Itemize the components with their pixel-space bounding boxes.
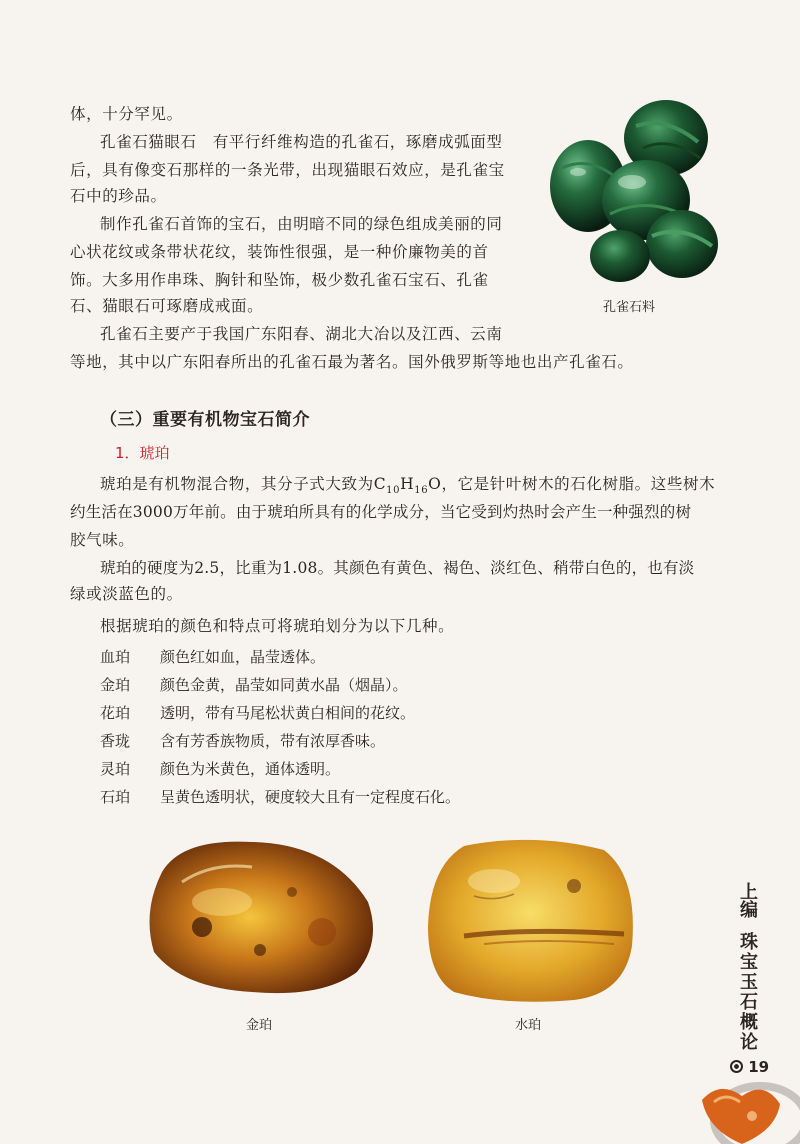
- paragraph-line: 石、猫眼石可琢磨成戒面。: [70, 297, 264, 315]
- malachite-caption: 孔雀石料: [603, 300, 656, 315]
- malachite-image: [548, 96, 724, 286]
- golden-amber-image: [142, 832, 382, 1002]
- paragraph-line: 后，具有像变石那样的一条光带，出现猫眼石效应，是孔雀宝: [70, 161, 505, 179]
- variety-name: 金珀: [100, 676, 131, 694]
- golden-amber-caption: 金珀: [246, 1018, 273, 1033]
- paragraph-line: 等地，其中以广东阳春所出的孔雀石最为著名。国外俄罗斯等地也出产孔雀石。: [70, 353, 634, 371]
- variety-desc: 颜色金黄，晶莹如同黄水晶（烟晶）。: [160, 676, 408, 694]
- paragraph-line: 孔雀石主要产于我国广东阳春、湖北大冶以及江西、云南: [100, 325, 503, 343]
- variety-desc: 透明，带有马尾松状黄白相间的花纹。: [160, 704, 416, 722]
- variety-desc: 呈黄色透明状，硬度较大且有一定程度石化。: [160, 788, 461, 806]
- variety-item: [100, 646, 325, 667]
- paragraph-line: 胶气味。: [70, 531, 135, 549]
- formula-text: O，它是针叶树木的石化树脂。这些树木: [428, 475, 716, 493]
- running-title: [730, 882, 764, 1052]
- variety-item: [100, 786, 460, 807]
- paragraph-line: 制作孔雀石首饰的宝石，由明暗不同的绿色组成美丽的同: [100, 215, 503, 233]
- paragraph-line: 饰。大多用作串珠、胸针和坠饰，极少数孔雀石宝石、孔雀: [70, 271, 489, 289]
- paragraph-line: 绿或淡蓝色的。: [70, 585, 183, 603]
- part-label: 上编: [737, 882, 758, 918]
- formula-text: H: [400, 475, 415, 493]
- paragraph-line: 约生活在3000万年前。由于琥珀所具有的化学成分，当它受到灼热时会产生一种强烈的树: [70, 503, 692, 521]
- paragraph-line: 体，十分罕见。: [70, 105, 183, 123]
- paragraph-line: 孔雀石猫眼石 有平行纤维构造的孔雀石，琢磨成弧面型: [100, 133, 503, 151]
- variety-name: 血珀: [100, 648, 131, 666]
- paragraph-line: 石中的珍品。: [70, 187, 167, 205]
- book-title: 珠宝玉石概论: [737, 932, 758, 1052]
- variety-desc: 含有芳香族物质，带有浓厚香味。: [160, 732, 386, 750]
- paragraph-line: 心状花纹或条带状花纹，装饰性很强，是一种价廉物美的首: [70, 243, 489, 261]
- variety-name: 香珑: [100, 732, 131, 750]
- page-number-text: 19: [748, 1058, 770, 1076]
- variety-name: 灵珀: [100, 760, 131, 778]
- formula-subscript: 10: [386, 485, 401, 497]
- water-amber-caption: 水珀: [515, 1018, 542, 1033]
- variety-item: [100, 674, 408, 695]
- variety-name: 花珀: [100, 704, 131, 722]
- variety-name: 石珀: [100, 788, 131, 806]
- ring-decoration-image: [680, 1060, 800, 1144]
- variety-item: [100, 758, 340, 779]
- subheading: 1．琥珀: [115, 444, 170, 462]
- formula-text: 琥珀是有机物混合物，其分子式大致为C: [100, 475, 387, 493]
- paragraph-line: 琥珀的硬度为2.5，比重为1.08。其颜色有黄色、褐色、淡红色、稍带白色的，也有淡: [100, 559, 695, 577]
- variety-item: [100, 730, 385, 751]
- formula-subscript: 16: [414, 485, 429, 497]
- variety-desc: 颜色为米黄色，通体透明。: [160, 760, 341, 778]
- paragraph-line: 根据琥珀的颜色和特点可将琥珀划分为以下几种。: [100, 617, 455, 635]
- section-heading: （三）重要有机物宝石简介: [100, 410, 310, 430]
- variety-desc: 颜色红如血，晶莹透体。: [160, 648, 326, 666]
- water-amber-image: [424, 836, 638, 1004]
- variety-item: [100, 702, 415, 723]
